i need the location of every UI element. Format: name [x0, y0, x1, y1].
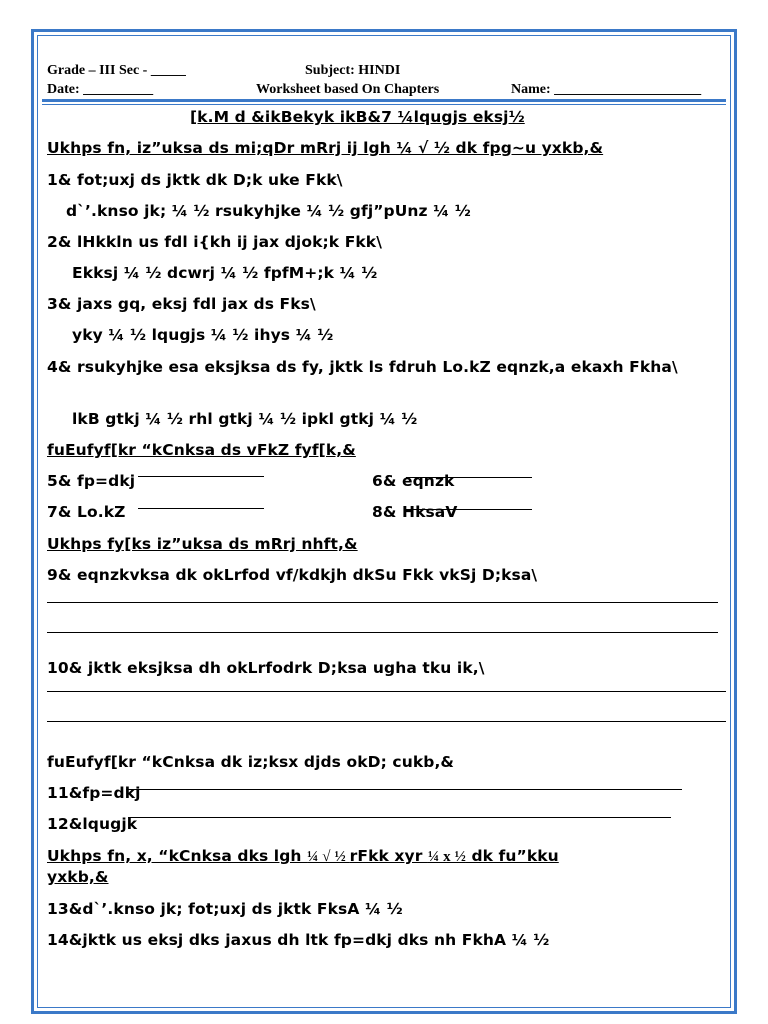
question-4: 4& rsukyhjke esa eksjksa ds fy, jktk ls fdruh Lo.kZ eqnzk,a ekaxh Fkha\	[47, 358, 678, 376]
answer-line-9a	[47, 602, 718, 603]
question-13: 13&d`’.knso jk; fot;uxj ds jktk FksA ¼ ½	[47, 900, 403, 918]
question-2-options: Ekksj ¼ ½ dcwrj ¼ ½ fpfM+;k ¼ ½	[72, 264, 378, 282]
date-label: Date: __________	[47, 82, 154, 97]
section5-heading	[47, 847, 559, 866]
section5-heading-part-d: ¼ x ½	[427, 849, 466, 865]
answer-line-11	[126, 789, 682, 790]
section3-heading: Ukhps fy[ks iz”uksa ds mRrj nhft,&	[47, 535, 358, 553]
question-1: 1& fot;uxj ds jktk dk D;k uke Fkk\	[47, 171, 343, 189]
question-1-options: d`’.knso jk; ¼ ½ rsukyhjke ¼ ½ gfj”pUnz ¼ ½	[66, 202, 471, 220]
section4-heading: fuEufyf[kr “kCnksa dk iz;ksx djds okD; cukb,&	[47, 753, 455, 771]
question-6: 6& eqnzk	[372, 472, 455, 490]
answer-line-8	[406, 509, 532, 510]
question-4-options: lkB gtkj ¼ ½ rhl gtkj ¼ ½ ipkl gtkj ¼ ½	[72, 410, 418, 428]
question-9: 9& eqnzkvksa dk okLrfod vf/kdkjh dkSu Fkk vkSj D;ksa\	[47, 566, 538, 584]
answer-line-5	[138, 476, 264, 477]
answer-line-9b	[47, 632, 718, 633]
answer-line-6	[406, 477, 532, 478]
question-10: 10& jktk eksjksa dh okLrfodrk D;ksa ugha tku ik,\	[47, 659, 485, 677]
grade-section-label: Grade – III Sec - _____	[47, 63, 186, 78]
section5-heading-part-e: dk fu”kku	[465, 847, 559, 865]
answer-line-7	[138, 508, 264, 509]
question-11: 11&fp=dkj	[47, 784, 141, 802]
question-7: 7& Lo.kZ	[47, 503, 126, 521]
question-3: 3& jaxs gq, eksj fdl jax ds Fks\	[47, 295, 316, 313]
section5-heading-continued: yxkb,&	[47, 868, 109, 886]
question-14: 14&jktk us eksj dks jaxus dh ltk fp=dkj dks nh FkhA ¼ ½	[47, 931, 550, 949]
answer-line-12	[128, 817, 671, 818]
section5-heading-part-c: rFkk xyr	[349, 847, 428, 865]
section1-heading: Ukhps fn, iz”uksa ds mi;qDr mRrj ij lgh ¼ √ ½ dk fpg~u yxkb,&	[47, 139, 604, 157]
question-2: 2& lHkkln us fdl i{kh ij jax djok;k Fkk\	[47, 233, 382, 251]
header-rule-thin	[42, 104, 726, 105]
section5-heading-part-b: ¼ √ ½	[307, 849, 350, 865]
answer-line-10a	[47, 691, 726, 692]
answer-line-10b	[47, 721, 726, 722]
question-5: 5& fp=dkj	[47, 472, 136, 490]
question-8: 8& HksaV	[372, 503, 458, 521]
header-rule-thick	[42, 99, 726, 102]
subject-label: Subject: HINDI	[305, 63, 401, 78]
section2-heading: fuEufyf[kr “kCnksa ds vFkZ fyf[k,&	[47, 441, 356, 459]
question-3-options: yky ¼ ½ lqugjs ¼ ½ ihys ¼ ½	[72, 326, 334, 344]
section5-heading-part-a: Ukhps fn, x, “kCnksa dks lgh	[47, 847, 308, 865]
question-12: 12&lqugjk	[47, 815, 138, 833]
worksheet-label: Worksheet based On Chapters	[256, 82, 440, 97]
worksheet-title: [k.M d &ikBekyk ikB&7 ¼lqugjs eksj½	[190, 108, 525, 126]
name-label: Name: _____________________	[511, 82, 702, 97]
